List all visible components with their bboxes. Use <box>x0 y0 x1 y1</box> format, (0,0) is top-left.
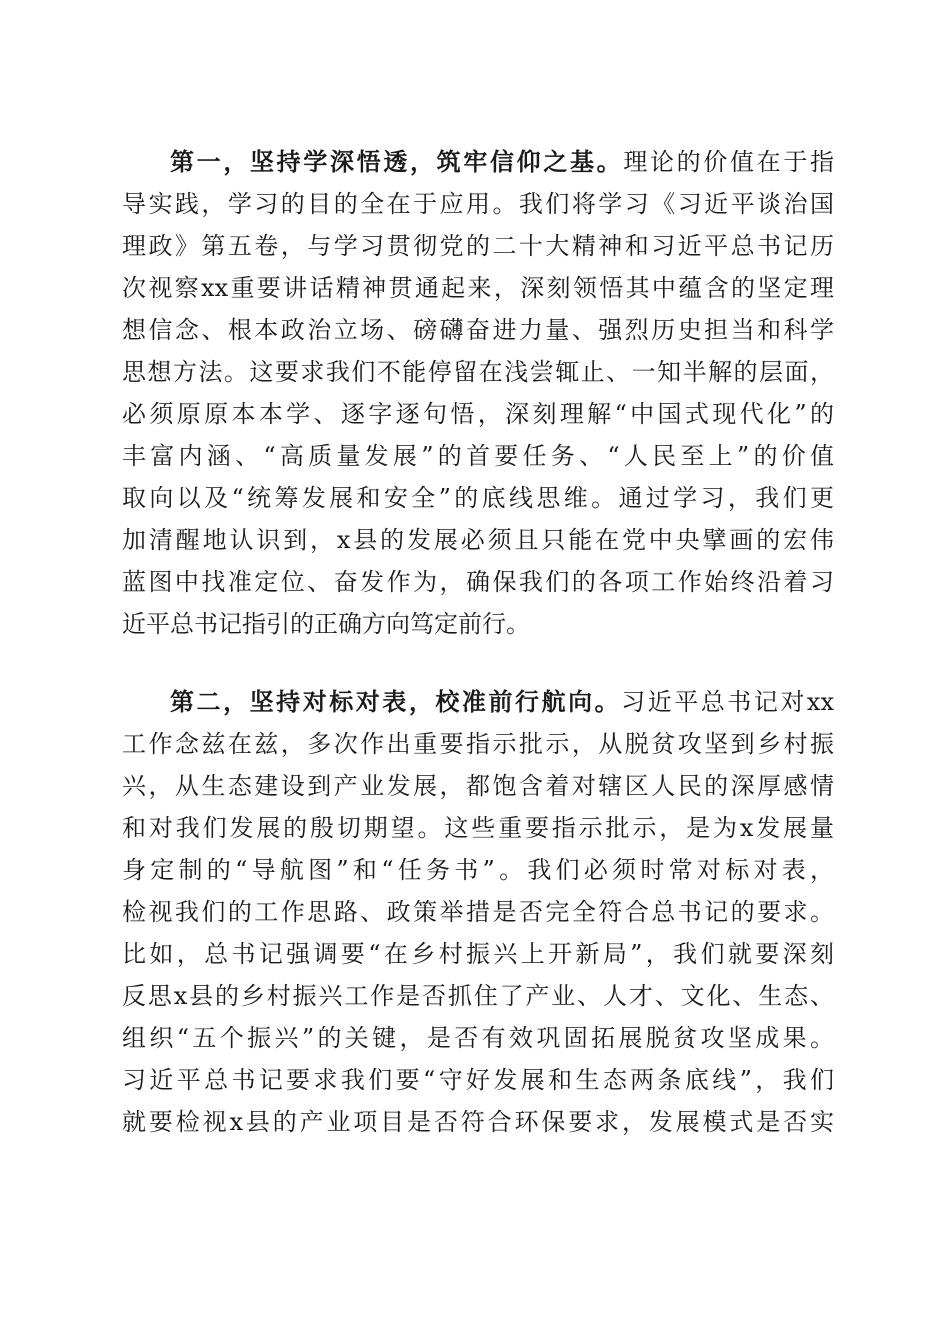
paragraph-line: 习近平总书记要求我们要“守好发展和生态两条底线”，我们 <box>122 1066 834 1094</box>
paragraph-line: 比如，总书记强调要“在乡村振兴上开新局”，我们就要深刻 <box>122 940 834 968</box>
paragraph-line: 身定制的“导航图”和“任务书”。我们必须时常对标对表， <box>122 856 834 884</box>
paragraph-line: 兴，从生态建设到产业发展，都饱含着对辖区人民的深厚感情 <box>122 772 834 800</box>
paragraph-line: 思想方法。这要求我们不能停留在浅尝辄止、一知半解的层面， <box>122 358 834 386</box>
paragraph-2 <box>122 681 834 1143</box>
paragraph-line: 次视察xx重要讲话精神贯通起来，深刻领悟其中蕴含的坚定理 <box>122 274 834 302</box>
paragraph-lead: 第一，坚持学深悟透，筑牢信仰之基。 <box>170 147 624 176</box>
paragraph-line: 反思x县的乡村振兴工作是否抓住了产业、人才、文化、生态、 <box>122 982 834 1010</box>
paragraph-line: 就要检视x县的产业项目是否符合环保要求，发展模式是否实 <box>122 1108 834 1136</box>
paragraph-line: 组织“五个振兴”的关键，是否有效巩固拓展脱贫攻坚成果。 <box>122 1024 834 1052</box>
paragraph-lead: 第二，坚持对标对表，校准前行航向。 <box>170 687 622 716</box>
paragraph-line: 检视我们的工作思路、政策举措是否完全符合总书记的要求。 <box>122 898 834 926</box>
paragraph-line: 蓝图中找准定位、奋发作为，确保我们的各项工作始终沿着习 <box>122 568 834 596</box>
paragraph-line: 丰富内涵、“高质量发展”的首要任务、“人民至上”的价值 <box>122 442 834 470</box>
paragraph-line: 想信念、根本政治立场、磅礴奋进力量、强烈历史担当和科学 <box>122 316 834 344</box>
paragraph-line: 理政》第五卷，与学习贯彻党的二十大精神和习近平总书记历 <box>122 232 834 260</box>
paragraph-line: 导实践，学习的目的全在于应用。我们将学习《习近平谈治国 <box>122 190 834 218</box>
paragraph-line-text: 理论的价值在于指 <box>623 148 835 176</box>
paragraph-line: 取向以及“统筹发展和安全”的底线思维。通过学习，我们更 <box>122 484 834 512</box>
paragraph-line <box>122 681 834 723</box>
paragraph-line <box>122 141 834 183</box>
paragraph-1 <box>122 141 834 645</box>
paragraph-line: 加清醒地认识到，x县的发展必须且只能在党中央擘画的宏伟 <box>122 526 834 554</box>
paragraph-line-text: 习近平总书记对xx <box>621 688 834 716</box>
paragraph-line: 工作念兹在兹，多次作出重要指示批示，从脱贫攻坚到乡村振 <box>122 730 834 758</box>
paragraph-line: 和对我们发展的殷切期望。这些重要指示批示，是为x发展量 <box>122 814 834 842</box>
paragraph-line: 必须原原本本学、逐字逐句悟，深刻理解“中国式现代化”的 <box>122 400 834 428</box>
paragraph-line: 近平总书记指引的正确方向笃定前行。 <box>122 610 530 638</box>
